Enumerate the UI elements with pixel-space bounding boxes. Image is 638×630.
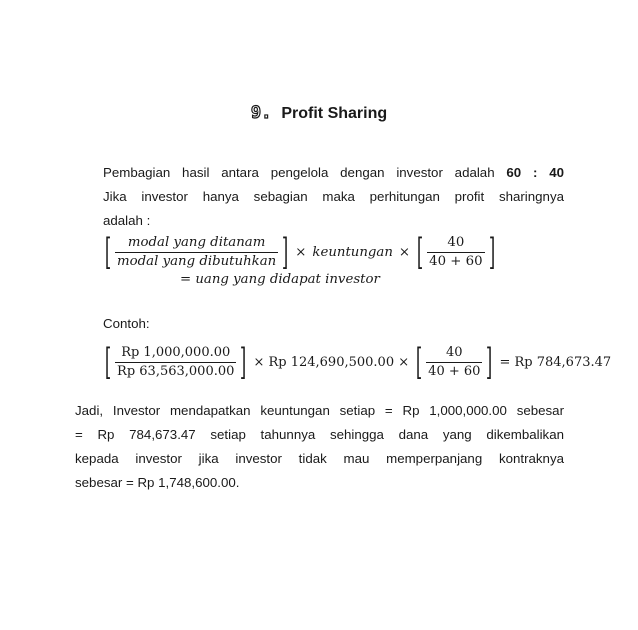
section-number: 9. (250, 103, 272, 123)
example-numerator: Rp 1,000,000.00 (115, 344, 236, 363)
capital-fraction (115, 234, 278, 271)
right-bracket-2: ] (488, 231, 495, 273)
intro-line-1 (103, 161, 564, 185)
section-heading (0, 103, 638, 123)
intro-line-2: Jika investor hanya sebagian maka perhitungan profit sharingnya (103, 189, 564, 204)
example-label: Contoh: (103, 316, 150, 331)
ratio-denominator: 40 + 60 (429, 254, 483, 269)
times-sign: × (295, 245, 307, 260)
ratio-fraction (427, 234, 484, 271)
profit-sharing-formula (101, 231, 499, 273)
formula-result: = uang yang didapat investor (180, 272, 380, 287)
right-bracket: ] (282, 231, 289, 273)
conclusion-line-4: sebesar = Rp 1,748,600.00. (75, 475, 240, 490)
example-right-bracket-2: ] (486, 341, 493, 383)
example-denominator: Rp 63,563,000.00 (117, 364, 235, 379)
example-profit-term: × Rp 124,690,500.00 × (253, 355, 410, 370)
example-capital-fraction (115, 344, 236, 381)
profit-ratio: 60 : 40 (506, 165, 564, 180)
conclusion-paragraph (75, 399, 564, 495)
fraction-numerator: modal yang ditanam (115, 234, 278, 253)
times-sign-2: × (398, 245, 411, 260)
ratio-numerator: 40 (427, 234, 484, 253)
left-bracket: [ (104, 231, 112, 273)
section-title: Profit Sharing (281, 105, 388, 122)
intro-paragraph (103, 161, 564, 233)
left-bracket-2: [ (416, 231, 424, 273)
conclusion-line-3: kepada investor jika investor tidak mau memperpanjang kontraknya (75, 451, 564, 466)
example-ratio-fraction (426, 344, 482, 381)
intro-line-1-text: Pembagian hasil antara pengelola dengan investor adalah (103, 165, 507, 180)
example-result: = Rp 784,673.47 (499, 355, 612, 370)
example-ratio-numerator: 40 (426, 344, 482, 363)
intro-line-3: adalah : (103, 213, 151, 228)
fraction-denominator: modal yang dibutuhkan (117, 254, 277, 269)
example-formula (101, 341, 614, 383)
example-ratio-denominator: 40 + 60 (428, 364, 481, 379)
example-right-bracket: ] (240, 341, 247, 383)
conclusion-line-2: = Rp 784,673.47 setiap tahunnya sehingga dana yang dikembalikan (75, 427, 564, 442)
example-left-bracket: [ (104, 341, 112, 383)
profit-term: keuntungan (312, 245, 393, 260)
example-left-bracket-2: [ (415, 341, 423, 383)
conclusion-line-1: Jadi, Investor mendapatkan keuntungan setiap = Rp 1,000,000.00 sebesar (75, 403, 564, 418)
